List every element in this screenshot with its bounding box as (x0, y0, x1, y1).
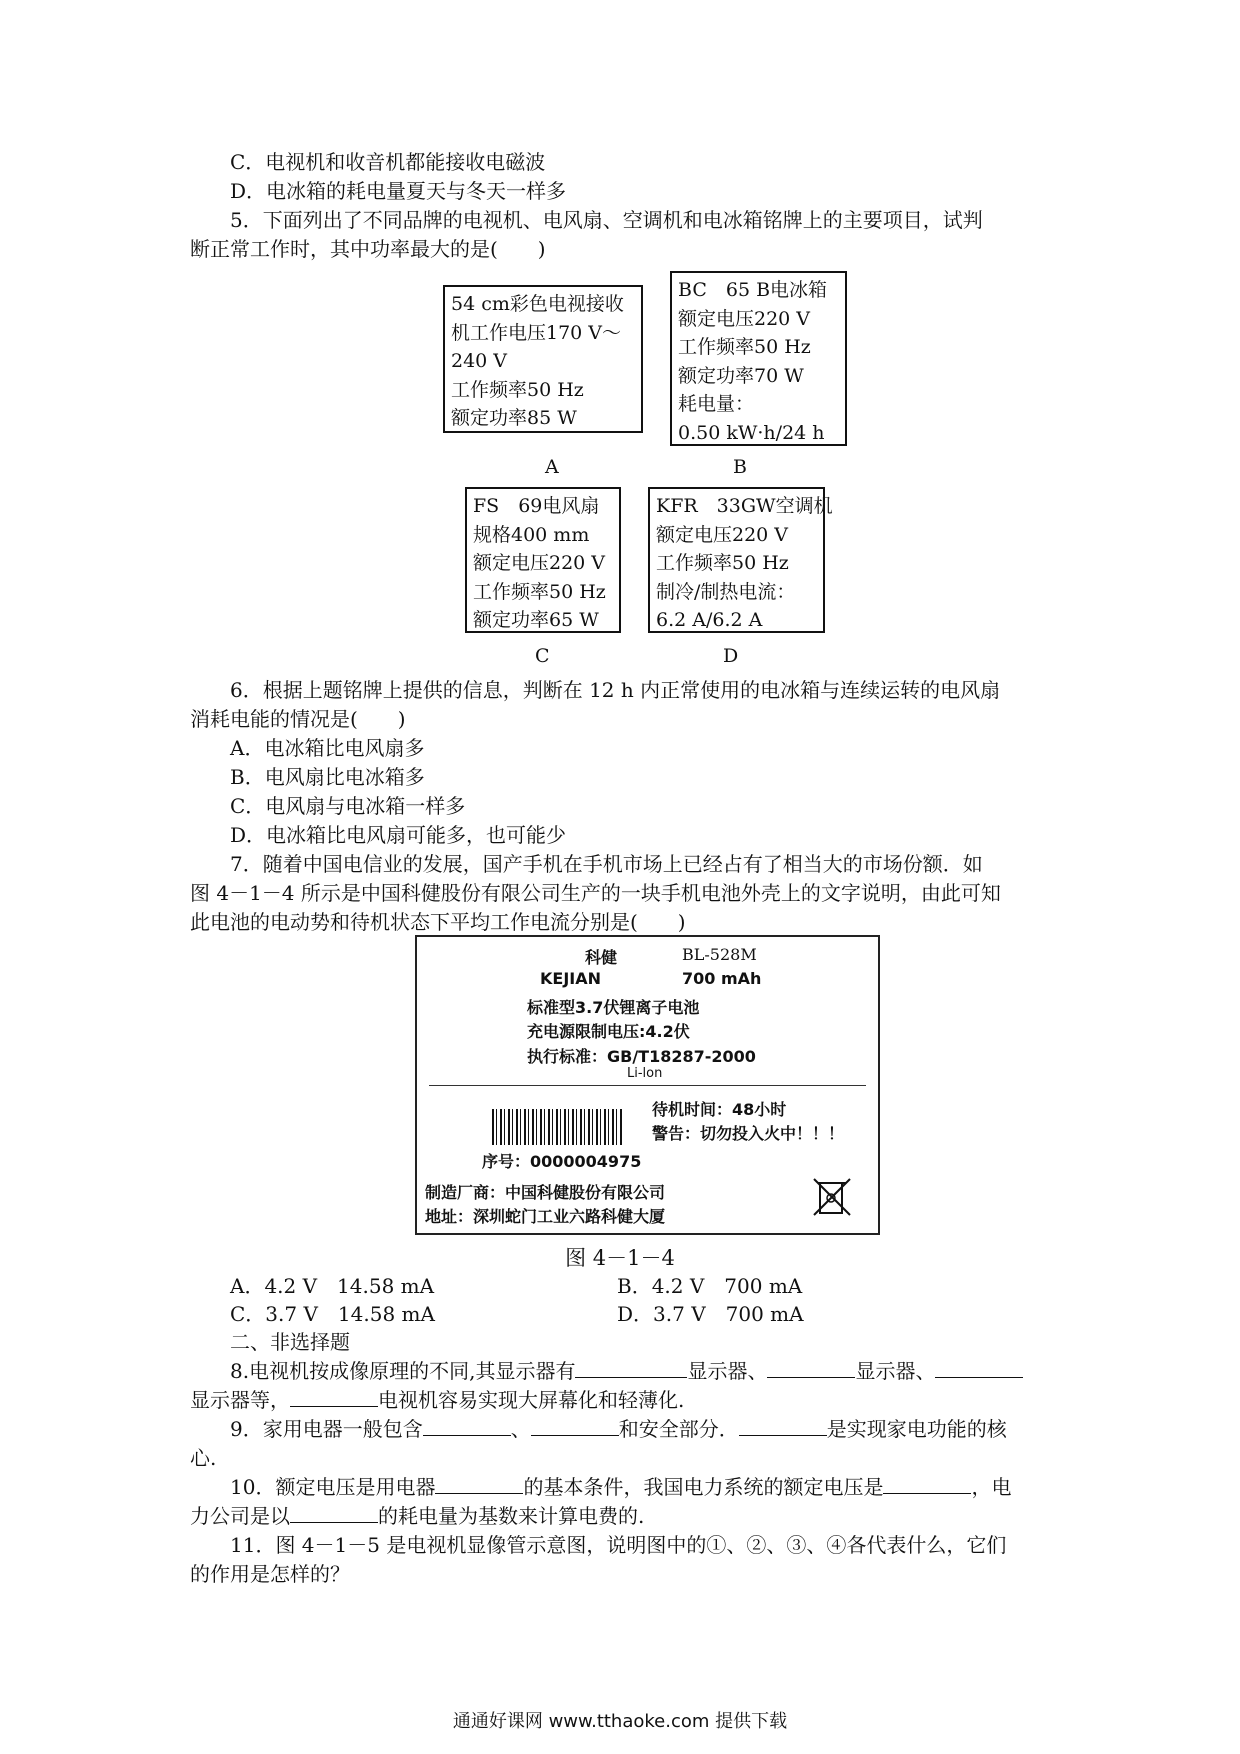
plate-line: BC 65 B电冰箱 (678, 279, 828, 301)
answer-blank (575, 1359, 687, 1378)
question-5-line1: 5．下面列出了不同品牌的电视机、电风扇、空调机和电冰箱铭牌上的主要项目，试判 (230, 208, 983, 232)
q6-option-d: D．电冰箱比电风扇可能多，也可能少 (230, 823, 567, 847)
q8-text: 显示器等， (190, 1388, 290, 1412)
q6-option-b: B．电风扇比电冰箱多 (230, 765, 425, 789)
option-d-line: D．电冰箱的耗电量夏天与冬天一样多 (230, 179, 567, 203)
plate-line: 额定电压220 V (678, 307, 811, 330)
q8-text: 显示器、 (687, 1359, 768, 1383)
q10-text: 的耗电量为基数来计算电费的. (378, 1504, 645, 1528)
question-11-line2: 的作用是怎样的？ (190, 1562, 350, 1586)
answer-blank (290, 1388, 378, 1407)
answer-blank (739, 1417, 827, 1436)
section-heading: 二、非选择题 (230, 1330, 350, 1354)
question-9-line1 (230, 1415, 1007, 1443)
question-10-line1 (230, 1473, 1011, 1501)
barcode-image (492, 1109, 622, 1145)
battery-label (415, 935, 880, 1235)
q10-text: 10．额定电压是用电器 (230, 1475, 436, 1499)
q6-option-c: C．电风扇与电冰箱一样多 (230, 794, 466, 818)
battery-brand-cn: 科健 (585, 948, 618, 967)
question-7-line3: 此电池的电动势和待机状态下平均工作电流分别是( ) (190, 910, 686, 934)
battery-brand-en: KEJIAN (540, 969, 602, 988)
question-10-line2 (190, 1502, 644, 1530)
question-8-line2 (190, 1386, 684, 1414)
answer-blank (767, 1359, 855, 1378)
nameplate-b (670, 271, 847, 446)
battery-charge-voltage: 充电源限制电压:4.2伏 (527, 1022, 690, 1041)
q8-text: 8.电视机按成像原理的不同,其显示器有 (230, 1359, 576, 1383)
q7-option-d: D．3.7 V 700 mA (617, 1302, 804, 1326)
battery-address: 地址：深圳蛇门工业六路科健大厦 (425, 1207, 666, 1226)
plate-line: 额定功率65 W (473, 609, 599, 631)
battery-standard: 执行标准：GB/T18287-2000 (527, 1047, 756, 1066)
q7-option-a: A．4.2 V 14.58 mA (230, 1274, 435, 1298)
q10-text: 的基本条件，我国电力系统的额定电压是 (523, 1475, 884, 1499)
q9-text: 和安全部分． (618, 1417, 739, 1441)
option-c-line: C．电视机和收音机都能接收电磁波 (230, 150, 546, 174)
question-6-line1: 6．根据上题铭牌上提供的信息，判断在 12 h 内正常使用的电冰箱与连续运转的电风扇 (230, 678, 1001, 702)
figure-caption: 图 4－1－4 (565, 1246, 675, 1270)
q9-text: 、 (510, 1417, 531, 1441)
plate-line: 工作频率50 Hz (678, 336, 811, 358)
battery-type: 标准型3.7伏锂离子电池 (527, 998, 700, 1017)
plate-line: 额定电压220 V (656, 523, 789, 546)
q6-option-a: A．电冰箱比电风扇多 (230, 736, 425, 760)
question-7-line2: 图 4－1－4 所示是中国科健股份有限公司生产的一块手机电池外壳上的文字说明，由此可知 (190, 881, 1001, 905)
question-11-line1: 11．图 4－1－5 是电视机显像管示意图，说明图中的①、②、③、④各代表什么，它们 (230, 1533, 1007, 1557)
q8-text: 电视机容易实现大屏幕化和轻薄化. (378, 1388, 685, 1412)
q9-text: 是实现家电功能的核 (826, 1417, 1007, 1441)
battery-capacity: 700 mAh (682, 969, 762, 988)
page-footer: 通通好课网 www.tthaoke.com 提供下载 (452, 1711, 788, 1732)
nameplate-c (465, 487, 621, 633)
answer-blank (935, 1359, 1023, 1378)
crossed-bin-icon (812, 1175, 852, 1219)
plate-line: FS 69电风扇 (473, 495, 600, 517)
battery-warning: 警告：切勿投入火中！！！ (652, 1124, 845, 1143)
answer-blank (423, 1417, 511, 1436)
plate-line: 额定功率85 W (451, 407, 577, 429)
battery-serial: 序号：0000004975 (482, 1152, 642, 1171)
battery-standby: 待机时间：48小时 (652, 1100, 787, 1119)
q7-option-c: C．3.7 V 14.58 mA (230, 1302, 435, 1326)
plate-line: KFR 33GW空调机 (656, 495, 833, 517)
battery-divider (429, 1085, 866, 1086)
plate-b-label: B (733, 456, 747, 478)
plate-line: 额定电压220 V (473, 552, 606, 574)
q7-option-b: B．4.2 V 700 mA (617, 1274, 803, 1298)
question-9-line2: 心. (190, 1446, 217, 1470)
answer-blank (883, 1475, 971, 1494)
answer-blank (290, 1504, 378, 1523)
plate-line: 工作频率50 Hz (473, 580, 606, 603)
plate-line: 工作频率50 Hz (656, 552, 789, 574)
battery-model: BL-528M (682, 945, 757, 964)
question-5-line2: 断正常工作时，其中功率最大的是( ) (190, 237, 546, 261)
plate-line: 制冷/制热电流： (656, 580, 796, 603)
answer-blank (531, 1417, 619, 1436)
plate-line: 机工作电压170 V～ (451, 321, 622, 344)
q9-text: 9．家用电器一般包含 (230, 1417, 423, 1441)
q8-text: 显示器、 (855, 1359, 936, 1383)
plate-line: 规格400 mm (473, 523, 590, 546)
plate-line: 额定功率70 W (678, 364, 804, 387)
question-7-line1: 7．随着中国电信业的发展，国产手机在手机市场上已经占有了相当大的市场份额．如 (230, 852, 983, 876)
nameplate-d (648, 487, 833, 633)
q10-text: ，电 (971, 1475, 1012, 1499)
question-8-line1 (230, 1357, 1023, 1385)
plate-a-label: A (545, 456, 559, 478)
nameplate-a (443, 285, 643, 433)
plate-d-label: D (723, 645, 739, 667)
plate-line: 6.2 A/6.2 A (656, 609, 763, 631)
answer-blank (435, 1475, 523, 1494)
plate-line: 54 cm彩色电视接收 (451, 293, 624, 315)
plate-line: 0.50 kW·h/24 h (678, 421, 825, 444)
plate-line: 工作频率50 Hz (451, 378, 584, 401)
plate-c-label: C (535, 645, 550, 667)
plate-line: 240 V (451, 350, 508, 372)
battery-chemistry: Li-lon (627, 1066, 663, 1081)
q10-text: 力公司是以 (190, 1504, 290, 1528)
question-6-line2: 消耗电能的情况是( ) (190, 707, 406, 731)
battery-maker: 制造厂商：中国科健股份有限公司 (425, 1183, 666, 1202)
plate-line: 耗电量： (678, 393, 755, 415)
